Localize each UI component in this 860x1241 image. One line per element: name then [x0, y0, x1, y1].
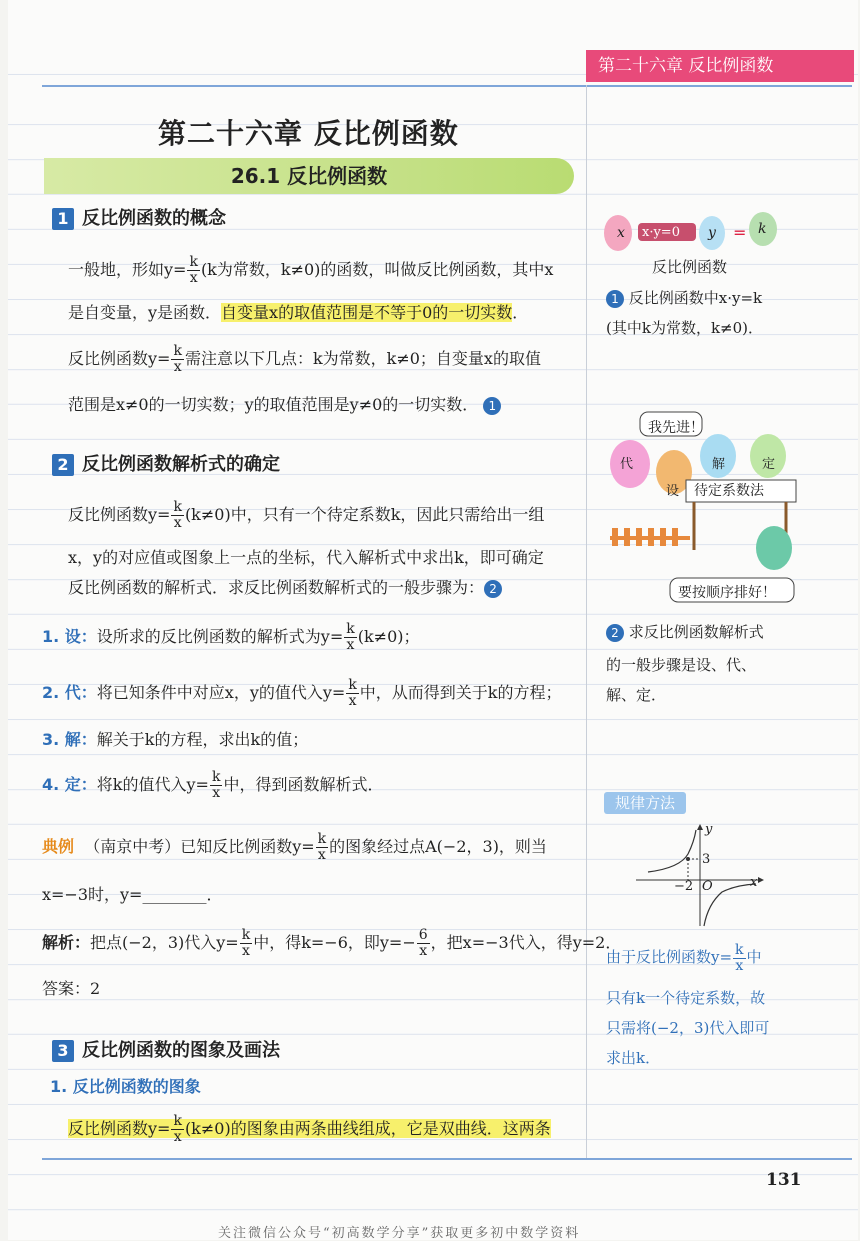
text: 反比例函数中x·y=k — [628, 289, 763, 307]
note-1 — [606, 283, 762, 313]
denominator: x — [317, 847, 326, 863]
example-label: 典例 — [42, 837, 75, 856]
denominator: x — [346, 637, 355, 653]
point-marker — [686, 857, 690, 861]
text: （南京中考）已知反比例函数y= — [84, 837, 315, 856]
step-label: 2. 代： — [42, 683, 97, 702]
fraction-k-over-x — [171, 1114, 183, 1145]
denominator: x — [419, 943, 428, 959]
text: 由于反比例函数y= — [606, 948, 733, 966]
hyperbola-graph — [630, 822, 770, 932]
bottom-rule — [42, 1158, 852, 1160]
s1-line-1 — [68, 255, 553, 286]
char-label-jie: 解 — [712, 457, 726, 472]
denominator: x — [212, 785, 221, 801]
fraction-k-over-x — [733, 943, 745, 974]
section-title: 26.1 反比例函数 — [44, 158, 574, 194]
fraction-k-over-x — [316, 832, 328, 863]
text: 设所求的反比例函数的解析式为y= — [96, 627, 344, 646]
chapter-title: 第二十六章 反比例函数 — [158, 117, 459, 150]
s2-line-3 — [68, 575, 502, 601]
solution-label: 解析： — [42, 933, 91, 952]
denominator: x — [173, 515, 182, 531]
numerator: k — [241, 927, 251, 943]
text: 求反比例函数解析式 — [628, 623, 764, 641]
note-2-cont-2: 解、定． — [606, 686, 667, 704]
numerator: k — [173, 343, 182, 359]
note-3-line-4: 求出k． — [606, 1049, 661, 1067]
section-1-heading — [52, 206, 226, 232]
chapter-tab: 第二十六章 反比例函数 — [586, 50, 854, 82]
s1-line-2 — [68, 300, 528, 326]
numerator: k — [173, 499, 182, 515]
character-megaphone-icon — [756, 526, 792, 570]
text: (k为常数，k≠0)的函数，叫做反比例函数，其中x — [200, 260, 554, 279]
graph-tick-3: 3 — [702, 852, 711, 867]
text: 一般地，形如y= — [68, 260, 187, 279]
fraction-k-over-x — [187, 255, 199, 286]
denominator: x — [189, 270, 198, 286]
step-4 — [42, 770, 383, 801]
section-3-title: 反比例函数的图象及画法 — [82, 1040, 280, 1061]
denominator: x — [173, 359, 182, 375]
section-3-heading — [52, 1038, 280, 1064]
text: 反比例函数y= — [68, 505, 171, 524]
footer-watermark: 关注微信公众号“初高数学分享”获取更多初中数学资料 — [218, 1226, 581, 1241]
top-band — [8, 0, 858, 46]
example-question-line-2: x=−3时，y=________． — [42, 885, 223, 904]
step-1 — [42, 622, 420, 653]
highlighted-definition: 自变量x的取值范围是不等于0的一切实数 — [221, 303, 513, 322]
step-label: 1. 设： — [42, 627, 97, 646]
numerator: k — [735, 941, 744, 958]
numerator: k — [348, 677, 357, 693]
s1-line-3 — [68, 344, 541, 375]
s1-line-4 — [68, 392, 501, 418]
note-3-line-1 — [606, 942, 762, 974]
step-3 — [42, 727, 308, 753]
denominator: x — [242, 943, 250, 959]
text: 反比例函数y= — [68, 1119, 171, 1138]
step-2 — [42, 678, 562, 709]
s3-line-1 — [68, 1114, 551, 1145]
text: 把点(−2，3)代入y= — [90, 933, 239, 952]
char-label-ding: 定 — [762, 457, 776, 472]
denominator: x — [735, 957, 744, 974]
char-label-dai: 代 — [620, 457, 634, 472]
example-question-line-1 — [42, 832, 547, 863]
numerator: k — [317, 831, 327, 847]
denominator: x — [173, 1129, 182, 1145]
s2-line-2: x，y的对应值或图象上一点的坐标，代入解析式中求出k，即可确定 — [68, 548, 544, 567]
highlighted-text — [68, 1113, 551, 1145]
fence-icon — [610, 528, 690, 546]
text: 反比例函数y= — [68, 349, 171, 368]
note-marker-1[interactable]: 1 — [483, 397, 501, 415]
eq-k: k — [758, 221, 767, 237]
page — [8, 0, 858, 1240]
section-3-number: 3 — [52, 1040, 74, 1062]
text: 是自变量，y是函数． — [68, 303, 222, 322]
section-2-number: 2 — [52, 454, 74, 476]
section-2-heading — [52, 452, 280, 478]
bubble-text: 我先进！ — [648, 420, 704, 436]
note-marker-2[interactable]: 2 — [484, 580, 502, 598]
fraction-k-over-x — [344, 622, 356, 653]
note-2-marker: 2 — [606, 624, 624, 642]
graph-y-label: y — [705, 822, 713, 837]
eq-y: y — [708, 225, 716, 241]
note-3-line-3: 只需将(−2，3)代入即可 — [606, 1019, 770, 1037]
note-3-line-2: 只有k一个待定系数，故 — [606, 989, 766, 1007]
fraction-k-over-x — [210, 770, 222, 801]
text: (k≠0)的图象由两条曲线组成，它是双曲线．这两条 — [184, 1119, 551, 1138]
fraction-k-over-x — [240, 928, 252, 959]
numerator: k — [189, 254, 198, 270]
graph-tick-minus-2: −2 — [674, 879, 694, 894]
text: 将k的值代入y= — [96, 775, 209, 794]
fraction-k-over-x — [171, 500, 183, 531]
s2-line-1 — [68, 500, 544, 531]
example-solution — [42, 928, 621, 959]
note-2 — [606, 617, 764, 647]
section-1-title: 反比例函数的概念 — [82, 208, 226, 229]
step-label: 4. 定： — [42, 775, 97, 794]
section-1-number: 1 — [52, 208, 74, 230]
note-2-cont-1: 的一般步骤是设、代、 — [606, 656, 757, 674]
section-2-title: 反比例函数解析式的确定 — [82, 454, 280, 475]
text: 中，得到函数解析式． — [223, 775, 384, 794]
rule-method-tag: 规律方法 — [604, 792, 686, 814]
eq-x: x — [617, 225, 625, 241]
note-1-marker: 1 — [606, 290, 624, 308]
denominator: x — [348, 693, 357, 709]
hyperbola-branch-upper — [648, 830, 696, 872]
page-number: 131 — [766, 1170, 802, 1190]
text: (k≠0)中，只有一个待定系数k，因此只需给出一组 — [184, 505, 545, 524]
text: 需注意以下几点：k为常数，k≠0；自变量x的取值 — [184, 349, 541, 368]
text: 的图象经过点A(−2，3)，则当 — [329, 837, 547, 856]
column-divider — [586, 85, 587, 1160]
numerator: k — [346, 621, 355, 637]
fraction-k-over-x — [346, 678, 358, 709]
numerator: k — [173, 1113, 182, 1129]
top-rule — [42, 85, 852, 87]
eq-middle: x·y=0 — [642, 225, 680, 240]
example-answer: 答案：2 — [42, 979, 101, 998]
sign-text: 待定系数法 — [694, 483, 764, 499]
text: 反比例函数的解析式．求反比例函数解析式的一般步骤为： — [68, 578, 485, 597]
text: 将已知条件中对应x，y的值代入y= — [96, 683, 346, 702]
note-1-cont: (其中k为常数，k≠0)． — [606, 319, 763, 337]
text: 中 — [746, 948, 762, 966]
text: 解关于k的方程，求出k的值； — [96, 730, 309, 749]
illustration-caption: 反比例函数 — [652, 258, 728, 276]
graph-x-label: x — [750, 875, 758, 890]
text: 中，从而得到关于k的方程； — [359, 683, 562, 702]
bubble-2-text: 要按顺序排好！ — [678, 585, 776, 601]
text: ，把x=−3代入，得y=2． — [430, 933, 622, 952]
fraction-k-over-x — [171, 344, 183, 375]
numerator: 6 — [418, 927, 428, 943]
numerator: k — [211, 769, 221, 785]
text: (k≠0)； — [357, 627, 420, 646]
fraction-6-over-x — [417, 928, 430, 959]
text: 范围是x≠0的一切实数；y的取值范围是y≠0的一切实数． — [68, 395, 479, 414]
graph-origin: O — [702, 879, 713, 894]
subsection-heading: 1. 反比例函数的图象 — [50, 1077, 201, 1096]
char-label-she: 设 — [666, 484, 680, 499]
text: 中，得k=−6，即y=− — [253, 933, 416, 952]
svg-text:=: = — [733, 223, 747, 242]
characters-equation-illustration — [598, 205, 798, 257]
text: ． — [512, 303, 529, 322]
step-label: 3. 解： — [42, 730, 97, 749]
